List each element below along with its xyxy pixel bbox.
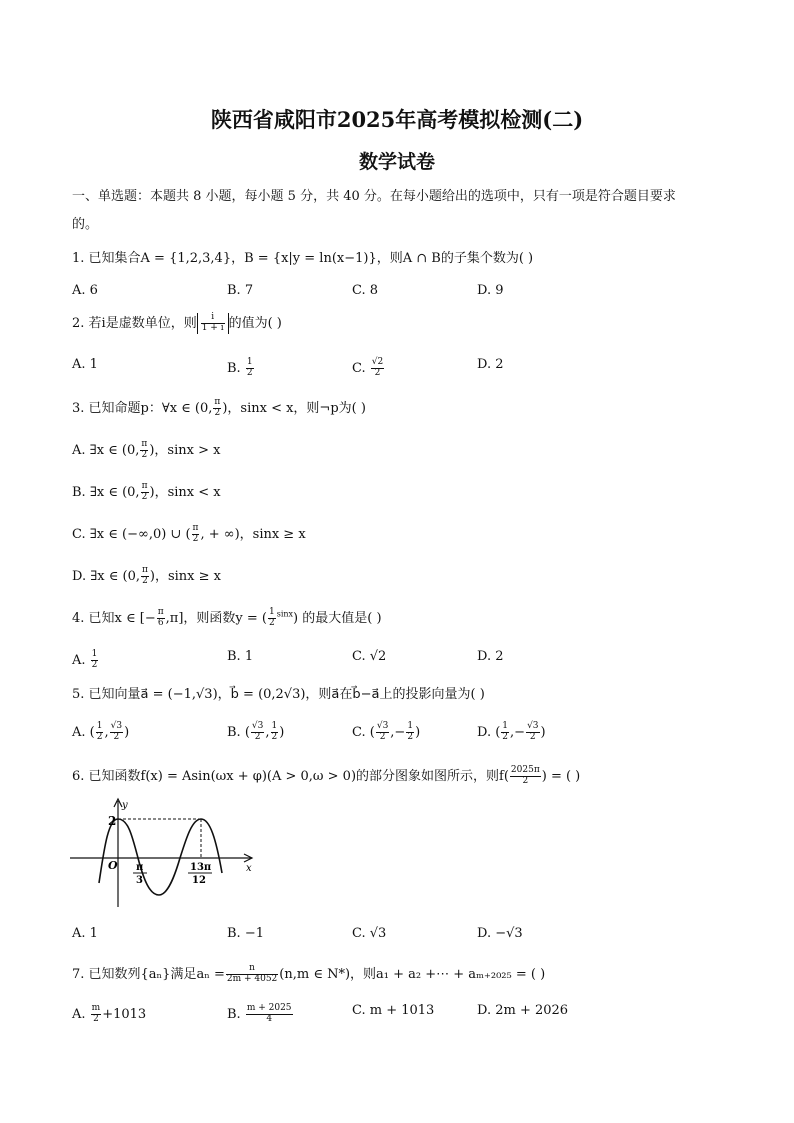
q5-option-c: C. ( $\frac{√3}{2}$ ,− $\frac{1}{2}$ ) [352, 721, 421, 742]
q2-option-a: A. 1 [72, 357, 98, 372]
q4-option-b: B. 1 [227, 649, 254, 664]
q3-stem: 3. 已知命题p：∀x ∈ (0, $\frac{\pi}{2}$ )，sinx < x，则¬p为( ) [72, 397, 366, 418]
q3-option-d: D. ∃x ∈ (0, $\frac{\pi}{2}$ )，sinx ≥ x [72, 565, 222, 586]
tick-label-pi-3-num: π [136, 862, 144, 873]
q3-option-b: B. ∃x ∈ (0, $\frac{\pi}{2}$ )，sinx < x [72, 481, 221, 502]
q4-option-d: D. 2 [477, 649, 504, 664]
q2-fraction: $\frac{i}{1 + i}$ [201, 312, 224, 333]
q1-option-c: C. 8 [352, 283, 379, 298]
x-axis-label: x [246, 863, 252, 874]
q5-option-a: A. ( $\frac{1}{2}$ , $\frac{√3}{2}$ ) [72, 721, 130, 742]
q6-option-c: C. √3 [352, 926, 387, 941]
y-axis-label: y [122, 800, 128, 811]
q5-option-d: D. ( $\frac{1}{2}$ ,− $\frac{√3}{2}$ ) [477, 721, 546, 742]
q1-option-b: B. 7 [227, 283, 254, 298]
q4-stem: 4. 已知x ∈ [− $\frac{\pi}{6}$ ,π]，则函数y = ( $\frac{1}{2}$ $^{sinx}$) 的最大值是( ) [72, 607, 382, 628]
q2-option-d: D. 2 [477, 357, 504, 372]
page-title: 陕西省咸阳市2025年高考模拟检测(二) [210, 107, 584, 132]
tick-label-13pi-12-den: 12 [192, 875, 206, 886]
q2-stem-pre: 2. 若i是虚数单位，则 [72, 315, 197, 331]
q6-option-b: B. −1 [227, 926, 264, 941]
q1-option-d: D. 9 [477, 283, 504, 298]
sine-graph-figure [70, 795, 260, 913]
q6-option-d: D. −√3 [477, 926, 523, 941]
q5-option-b: B. ( $\frac{√3}{2}$ , $\frac{1}{2}$ ) [227, 721, 285, 742]
q6-option-a: A. 1 [72, 926, 98, 941]
q2-option-b: B. $\frac{1}{2}$ [227, 357, 253, 378]
q4-option-a: A. $\frac{1}{2}$ [72, 649, 98, 670]
tick-label-pi-3-den: 3 [136, 875, 143, 886]
q7-stem: 7. 已知数列{aₙ}满足aₙ = $\frac{n}{2m + 4052}$ (n,m ∈ N*)，则a₁ + a₂ +⋯ + aₘ₊₂₀₂₅ = ( ) [72, 963, 546, 984]
q1-option-a: A. 6 [72, 283, 98, 298]
q7-option-a: A. $\frac{m}{2}$ +1013 [72, 1003, 147, 1024]
q4-option-c: C. √2 [352, 649, 387, 664]
q2-stem-post: 的值为( ) [228, 315, 282, 331]
q1-stem: 1. 已知集合A = {1,2,3,4}，B = {x|y = ln(x−1)}，则A ∩ B的子集个数为( ) [72, 251, 534, 266]
q6-stem: 6. 已知函数f(x) = Asin(ωx + φ)(A > 0,ω > 0)的部分图象如图所示，则f( $\frac{2025\pi}{2}$ ) = ( ) [72, 765, 581, 786]
tick-label-13pi-12-num: 13π [190, 862, 212, 873]
q7-option-b: B. $\frac{m + 2025}{4}$ [227, 1003, 292, 1024]
q2-abs [197, 313, 229, 334]
section-instruction-cont: 的。 [72, 217, 99, 232]
q5-stem: 5. 已知向量a⃗ = (−1,√3)，b⃗ = (0,2√3)，则a⃗在b⃗−a⃗上的投影向量为( ) [72, 687, 485, 702]
peak-label: 2 [108, 814, 117, 828]
q7-option-c: C. m + 1013 [352, 1003, 435, 1018]
q2-stem [72, 313, 282, 334]
q3-option-a: A. ∃x ∈ (0, $\frac{\pi}{2}$ )，sinx > x [72, 439, 221, 460]
q7-option-d: D. 2m + 2026 [477, 1003, 569, 1018]
section-instruction: 一、单选题：本题共 8 小题，每小题 5 分，共 40 分。在每小题给出的选项中，只有一项是符合题目要求 [72, 189, 676, 204]
origin-label: O [108, 859, 118, 872]
q2-option-c: C. $\frac{√2}{2}$ [352, 357, 384, 378]
q3-option-c: C. ∃x ∈ (−∞,0) ∪ ( $\frac{\pi}{2}$ , + ∞)，sinx ≥ x [72, 523, 306, 544]
page-subtitle: 数学试卷 [358, 151, 435, 173]
